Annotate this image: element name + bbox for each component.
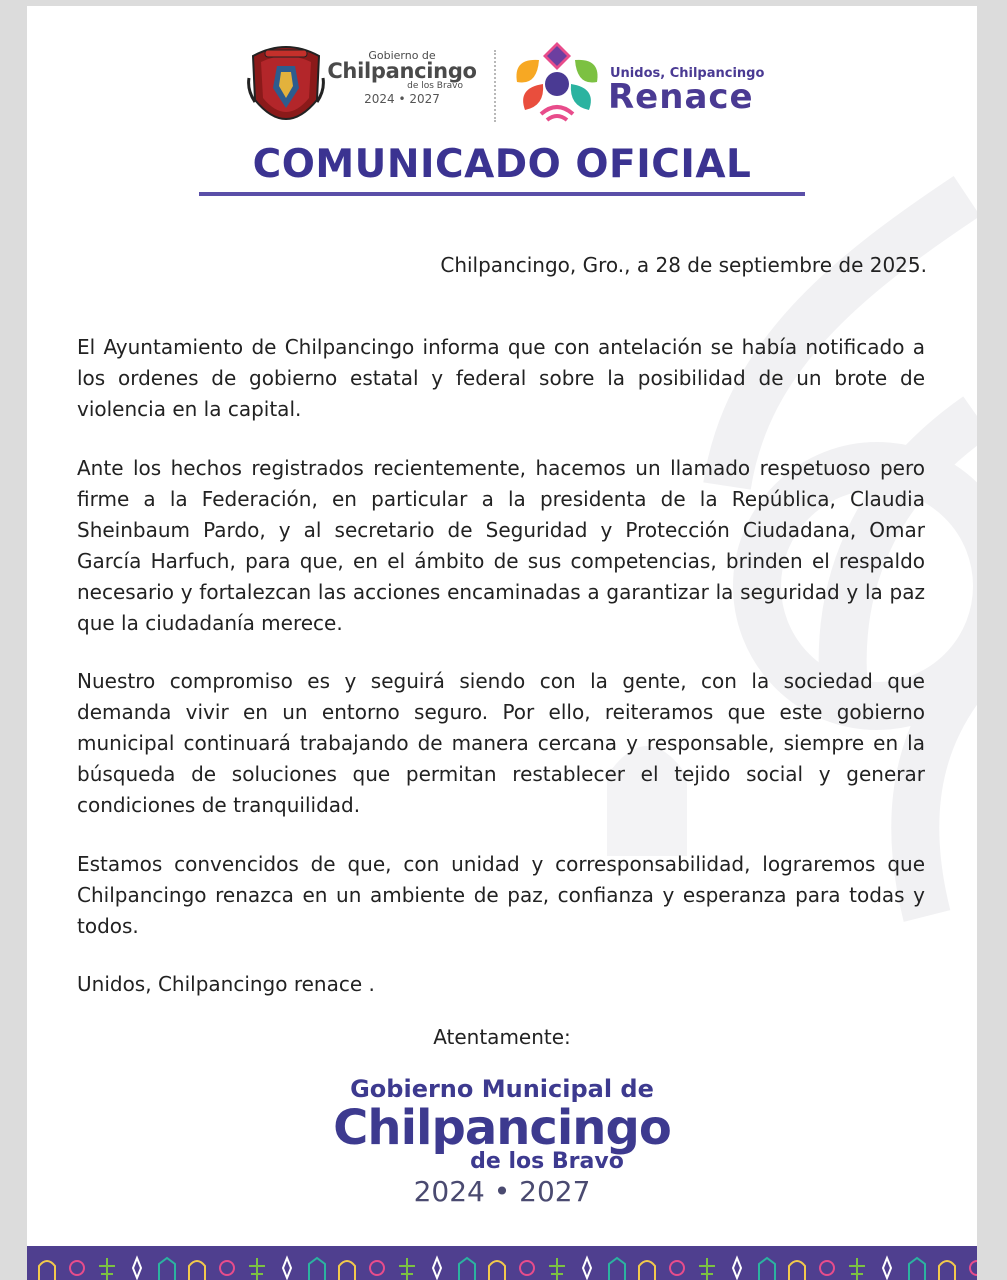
header	[27, 36, 977, 136]
signature-line2: Chilpancingo	[333, 1100, 671, 1156]
campaign-slogan-big: Renace	[608, 77, 754, 117]
gov-logo-line4: 2024 • 2027	[364, 92, 440, 106]
paragraph-3: Nuestro compromiso es y seguirá siendo con la gente, con la sociedad que demanda vivir en un entorno seguro. Por ello, reiteramos que este gobierno municipal continuará trabajando de manera cercana y responsable, siempre en la búsqueda de soluciones que permitan restablecer el tejido social y generar condiciones de tranquilidad.	[77, 669, 925, 817]
gov-logo-line3: de los Bravo	[407, 81, 463, 91]
logo-divider	[494, 50, 496, 122]
signature-block	[27, 1074, 977, 1210]
decorative-footer-band	[27, 1246, 977, 1280]
renace-flower-icon	[511, 38, 603, 128]
paragraph-2: Ante los hechos registrados recientemente, hacemos un llamado respetuoso pero firme a la Federación, en particular a la presidenta de la República, Claudia Sheinbaum Pardo, y al secretario de Seguridad y Protección Ciudadana, Omar García Harfuch, para que, en el ámbito de sus competencias, brinden el respaldo necesario y fortalezcan las acciones encaminadas a garantizar la seguridad y la paz que la ciudadanía merece.	[77, 456, 925, 635]
signature-line1: Gobierno Municipal de	[350, 1075, 654, 1103]
signature-line3: de los Bravo	[470, 1149, 624, 1174]
coat-of-arms-icon	[247, 42, 325, 130]
paragraph-5: Unidos, Chilpancingo renace .	[77, 972, 375, 996]
gov-logo-line2: Chilpancingo	[327, 59, 477, 83]
closing-salutation: Atentamente:	[433, 1025, 571, 1049]
signature-line4: 2024 • 2027	[413, 1175, 591, 1208]
paragraph-1: El Ayuntamiento de Chilpancingo informa que con antelación se había notificado a los ordenes de gobierno estatal y federal sobre la posibilidad de un brote de violencia en la capital.	[77, 335, 925, 421]
paragraph-4: Estamos convencidos de que, con unidad y corresponsabilidad, lograremos que Chilpancingo renazca en un ambiente de paz, confianza y esperanza para todas y todos.	[77, 852, 925, 938]
title-underline	[199, 192, 805, 196]
document-date: Chilpancingo, Gro., a 28 de septiembre de 2025.	[440, 253, 927, 277]
page-title: COMUNICADO OFICIAL	[252, 142, 752, 187]
government-logo-text	[327, 50, 477, 105]
gov-logo-line1: Gobierno de	[368, 49, 436, 62]
campaign-slogan-small: Unidos, Chilpancingo	[610, 66, 765, 81]
document-sheet	[27, 6, 977, 1280]
